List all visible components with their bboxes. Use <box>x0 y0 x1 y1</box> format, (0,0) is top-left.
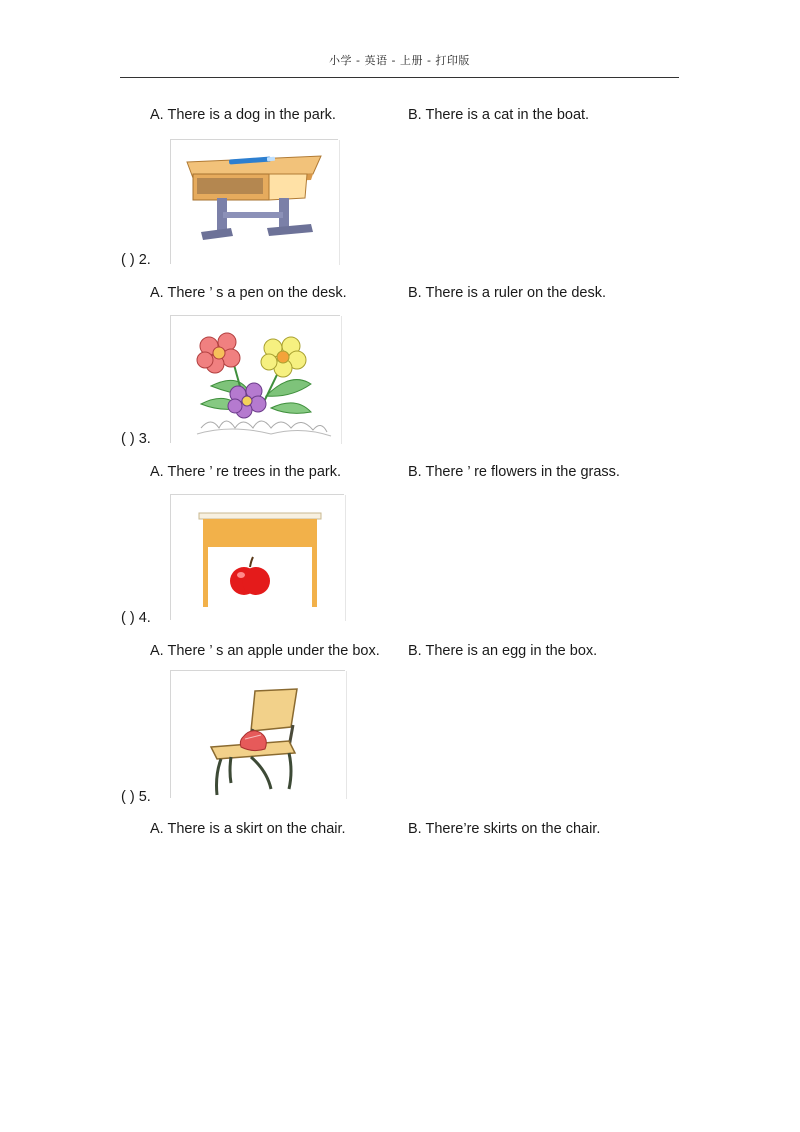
q5-option-a: A. There is a skirt on the chair. <box>150 821 346 837</box>
flowers-image <box>171 316 341 444</box>
q4-option-b: B. There is an egg in the box. <box>408 643 598 659</box>
table-apple-illustration <box>171 495 345 621</box>
chair-with-skirt-image <box>171 671 346 799</box>
header-rule <box>120 77 679 78</box>
flowers-illustration <box>171 316 341 444</box>
q1-option-b: B. There is a cat in the boat. <box>408 107 590 123</box>
q3-option-b: B. There ’ re flowers in the grass. <box>408 464 620 480</box>
chair-illustration <box>171 671 346 799</box>
q3-number: ( ) 3. <box>121 431 151 447</box>
q5-number: ( ) 5. <box>121 789 151 805</box>
q1-option-a: A. There is a dog in the park. <box>150 107 336 123</box>
q5-option-b: B. There’re skirts on the chair. <box>408 821 601 837</box>
q2-option-a: A. There ’ s a pen on the desk. <box>150 285 347 301</box>
desk-illustration <box>171 140 339 265</box>
q4-number: ( ) 4. <box>121 610 151 626</box>
desk-with-pen-image <box>171 140 339 265</box>
q4-option-a: A. There ’ s an apple under the box. <box>150 643 380 659</box>
apple-under-table-image <box>171 495 345 621</box>
page-header: 小学 - 英语 - 上册 - 打印版 <box>329 54 470 67</box>
q3-option-a: A. There ’ re trees in the park. <box>150 464 342 480</box>
q2-option-b: B. There is a ruler on the desk. <box>408 285 607 301</box>
q2-number: ( ) 2. <box>121 252 151 268</box>
